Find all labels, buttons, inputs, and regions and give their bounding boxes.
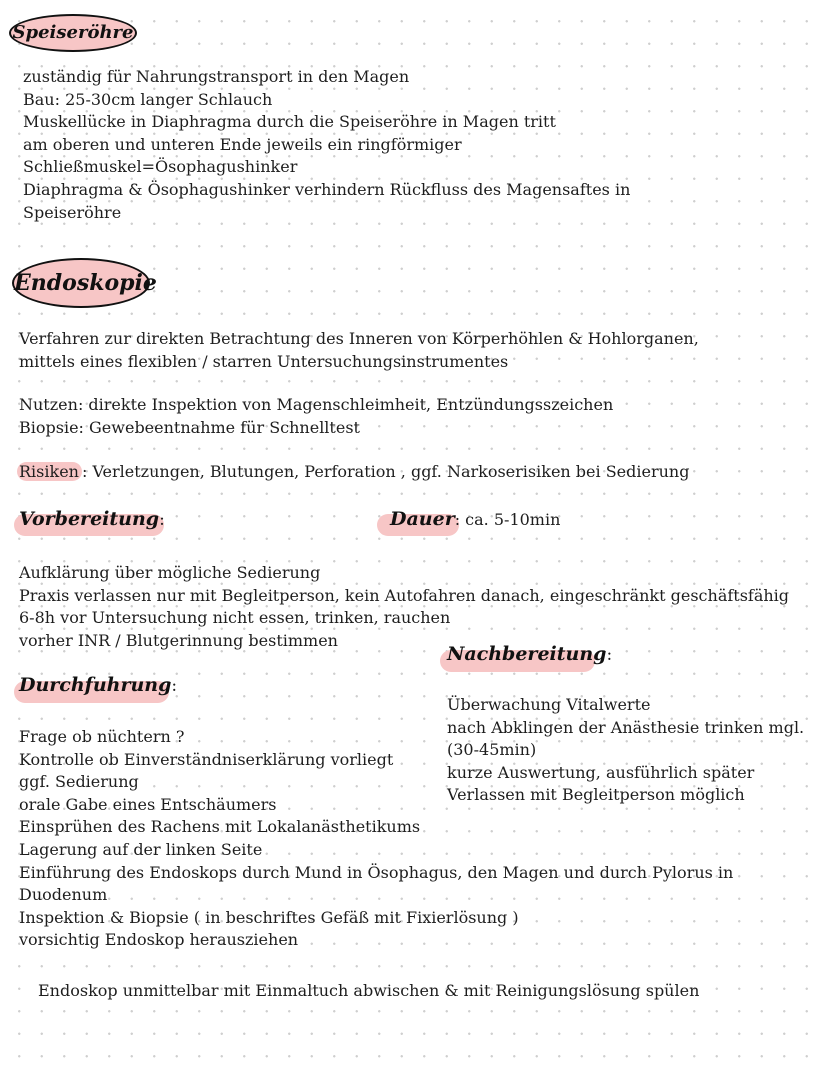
- vorbereitung-colon: :: [159, 510, 165, 530]
- text-line: orale Gabe eines Entschäumers: [19, 794, 277, 814]
- text-line: Überwachung Vitalwerte: [447, 695, 651, 714]
- durchfuehrung-title: Durchfuhrung: [19, 674, 172, 696]
- vorbereitung-heading: [19, 508, 165, 530]
- risiken-text: : Verletzungen, Blutungen, Perforation , ggf. Narkoserisiken bei Sedierung: [81, 462, 690, 481]
- vorbereitung-text: [19, 562, 789, 652]
- text-line: vorsichtig Endoskop herausziehen: [19, 930, 299, 950]
- text-line: Kontrolle ob Einverständniserklärung vorliegt: [19, 749, 394, 769]
- text-line: nach Abklingen der Anästhesie trinken mgl.: [447, 717, 805, 737]
- speiseroehre-text: [23, 66, 630, 224]
- durchfuehrung-heading: [19, 674, 177, 696]
- text-line: Praxis verlassen nur mit Begleitperson, kein Autofahren danach, eingeschränkt geschäftsfähig: [19, 585, 790, 605]
- text-line: Verfahren zur direkten Betrachtung des Inneren von Körperhöhlen & Hohlorganen,: [19, 329, 699, 348]
- text-line: Endoskop unmittelbar mit Einmaltuch abwischen & mit Reinigungslösung spülen: [38, 981, 700, 1000]
- vorbereitung-title: Vorbereitung: [19, 508, 160, 530]
- text-line: Bau: 25-30cm langer Schlauch: [23, 89, 273, 109]
- endoskopie-risiken: [19, 461, 689, 484]
- text-line: Schließmuskel=Ösophagushinker: [23, 157, 298, 177]
- text-line: Muskellücke in Diaphragma durch die Speiseröhre in Magen tritt: [23, 112, 556, 132]
- text-line: Einführung des Endoskops durch Mund in Ösophagus, den Magen und durch Pylorus in: [19, 862, 734, 882]
- text-line: Verlassen mit Begleitperson möglich: [447, 785, 745, 805]
- risiken-label: Risiken: [17, 462, 82, 481]
- text-line: (30-45min): [447, 740, 537, 760]
- endoskopie-heading-oval: [12, 258, 157, 308]
- text-line: 6-8h vor Untersuchung nicht essen, trinken, rauchen: [19, 608, 451, 628]
- durchfuehrung-text: [19, 726, 733, 952]
- text-line: zuständig für Nahrungstransport in den Magen: [23, 67, 410, 86]
- text-line: am oberen und unteren Ende jeweils ein ringförmiger: [23, 134, 462, 154]
- text-line: kurze Auswertung, ausführlich später: [447, 762, 755, 782]
- endoskopie-definition: [19, 328, 699, 373]
- text-line: Inspektion & Biopsie ( in beschriftes Gefäß mit Fixierlösung ): [19, 907, 519, 927]
- nachbereitung-heading: [447, 643, 612, 665]
- text-line: Frage ob nüchtern ?: [19, 727, 185, 746]
- endoskopie-nutzen: [19, 394, 613, 439]
- text-line: Duodenum: [19, 885, 108, 905]
- footer-note: [38, 980, 699, 1003]
- text-line: ggf. Sedierung: [19, 772, 139, 792]
- dauer-value: : ca. 5-10min: [454, 510, 561, 529]
- nachbereitung-title: Nachbereitung: [447, 643, 607, 665]
- speiseroehre-heading-oval: [9, 14, 137, 52]
- text-line: Aufklärung über mögliche Sedierung: [19, 563, 321, 582]
- text-line: Nutzen: direkte Inspektion von Magenschleimheit, Entzündungsszeichen: [19, 395, 614, 414]
- text-line: Biopsie: Gewebeentnahme für Schnelltest: [19, 417, 360, 437]
- text-line: Einsprühen des Rachens mit Lokalanästhetikums: [19, 817, 421, 837]
- text-line: Lagerung auf der linken Seite: [19, 839, 263, 859]
- endoskopie-heading: Endoskopie: [14, 270, 157, 296]
- dauer-title: Dauer: [390, 508, 455, 530]
- text-line: Speiseröhre: [23, 202, 122, 222]
- text-line: vorher INR / Blutgerinnung bestimmen: [19, 630, 338, 650]
- speiseroehre-heading: Speiseröhre: [12, 22, 134, 43]
- text-line: Diaphragma & Ösophagushinker verhindern Rückfluss des Magensaftes in: [23, 179, 631, 199]
- text-line: mittels eines flexiblen / starren Untersuchungsinstrumentes: [19, 351, 509, 371]
- durchfuehrung-colon: :: [171, 676, 178, 696]
- nachbereitung-colon: :: [606, 645, 613, 665]
- dauer-heading: [390, 508, 560, 530]
